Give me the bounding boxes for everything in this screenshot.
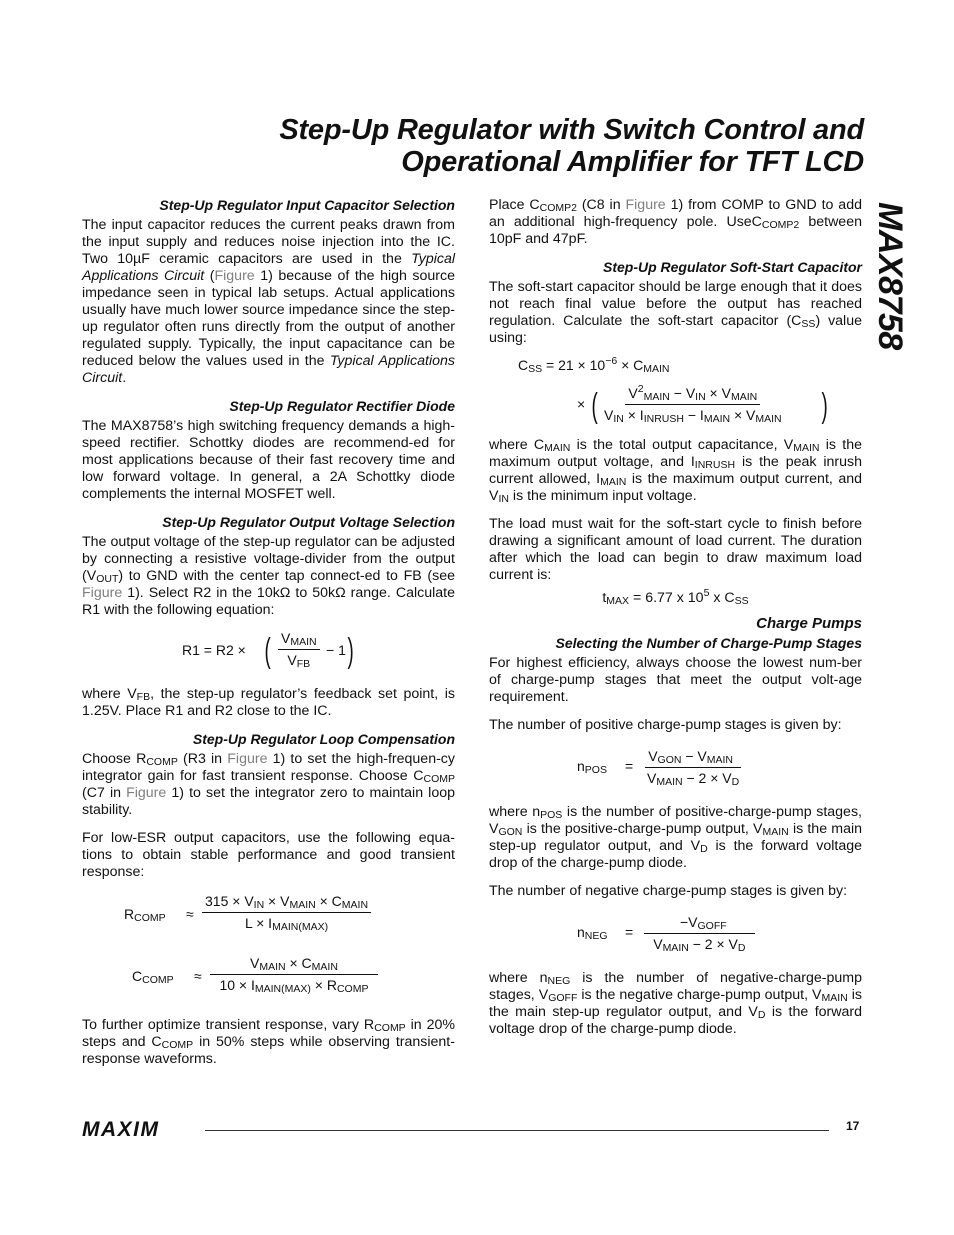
equation-css-line2 [489,383,862,429]
subscript: MAIN [600,476,627,488]
text-run: = 21 × 10 [542,357,606,373]
fraction-denominator [242,913,331,932]
title-line-2: Operational Amplifier for TFT LCD [401,146,864,178]
text-run: is the minimum input voltage. [508,488,697,504]
subscript: MAIN [643,363,670,375]
subscript: MAX [606,595,630,607]
text-run: × C [617,357,644,373]
subscript: MAIN [755,413,782,425]
positive-stages-intro: The number of positive charge-pump stages is given by: [489,717,842,733]
loop-compensation-text [82,751,455,819]
text-run: V [648,748,658,764]
equation-css-line1 [489,357,862,377]
text-run: is the positive-charge-pump output, V [522,821,763,837]
text-run: in 20% steps and C [82,1017,455,1050]
subscript: SS [801,318,816,330]
bracket-close: ) [821,387,828,425]
text-run: n [577,758,585,774]
fraction [644,914,755,953]
subscript: MAIN [793,442,820,454]
text-run: is the maximum output current, and V [489,471,862,504]
subscript: COMP [142,974,174,986]
text-run: 1) because of the high source impedance seen in typical lab setups. Actual applications usually have much lower source impedance since the step-up regulator often runs directly from the output of another regulated supply. Typically, the input capacitance can be reduced below the values used in the [82,268,455,369]
right-column [489,197,862,1049]
subscript: MAIN [341,899,369,911]
footer-rule [205,1130,829,1131]
fraction-denominator [601,405,785,424]
text-run: 1). Select R2 in the 10kΩ to 50kΩ range. Calculate R1 with the following equation: [82,585,455,618]
text-run: = 6.77 x 10 [629,590,704,606]
subscript: D [737,942,746,954]
title-line-1: Step-Up Regulator with Switch Control and [279,114,864,146]
transient-text [82,1017,455,1068]
equation-npos [489,748,862,792]
text-run: V [628,385,638,401]
text-run: × I [623,407,644,423]
text-run: ) to GND with the center tap connect-ed to FB (see [118,568,455,584]
equals-sign: = [625,924,634,940]
text-run: − V [669,385,696,401]
text-run: where V [82,686,137,702]
equation-r1 [82,630,455,674]
text-run: (C8 in [576,197,626,213]
subscript: COMP2 [761,219,800,231]
text-run: R [124,906,135,922]
subscript: INRUSH [643,413,684,425]
text-run: V [653,936,663,952]
text-run: C [518,357,529,373]
heading-output-voltage: Step-Up Regulator Output Voltage Selection [162,514,455,530]
fraction-numerator [210,955,378,975]
equation-lhs [132,968,174,985]
heading-charge-pumps: Charge Pumps [756,615,862,632]
text-run: is the peak inrush current allowed, I [489,454,862,487]
heading-soft-start: Step-Up Regulator Soft-Start Capacitor [602,259,862,275]
fraction-denominator [644,768,742,787]
text-run: n [577,924,585,940]
text-run: L × I [244,915,273,931]
subscript: MAIN [703,413,731,425]
feedback-text [82,686,455,720]
text-run: . [122,370,127,386]
equation-tmax [489,587,862,607]
text-run: × V [264,893,290,909]
text-run: × C [315,893,342,909]
text-run: x C [709,590,735,606]
text-run: The soft-start capacitor should be large enough that it does not reach final value before the output has reached regulation. Calculate the soft-start capacitor (C [489,279,862,329]
subscript: MAIN [730,391,758,403]
subscript: COMP [423,773,455,785]
text-run: is the forward voltage drop of the charge-pump diode. [489,838,862,871]
superscript: 2 [637,383,644,395]
text-run: 10 × I [219,977,255,993]
ccomp2-text [489,197,862,248]
text-run: where n [489,970,548,986]
subscript: MAIN [259,961,286,973]
fraction [278,630,320,669]
text-run: 1) to set the integrator zero to maintain loop stability. [82,785,455,818]
text-run: is the total output capacitance, V [570,437,794,453]
subscript: INRUSH [694,459,736,471]
fraction [202,893,371,932]
output-voltage-text [82,534,455,619]
text-run: 315 × V [205,893,254,909]
soft-start-text [489,279,862,347]
subscript: COMP [134,912,166,924]
subscript: MAIN [656,776,683,788]
load-wait-text: The load must wait for the soft-start cycle to finish before drawing a significant amount of load current. The duration after which the load can begin to draw maximum load current is: [489,516,862,583]
text-run: in 50% steps while observing transient-response waveforms. [82,1034,455,1067]
figure-ref[interactable]: Figure [214,268,255,284]
page-number: 17 [846,1119,860,1133]
bracket-close: ) [347,632,354,670]
subscript: MAIN [311,961,338,973]
bracket-open: ( [264,632,271,670]
text-run: Place C [489,197,540,213]
subscript: GON [657,754,682,766]
side-title: MAX8758 [871,202,909,350]
subscript: MAIN(MAX) [254,983,311,995]
low-esr-text: For low-ESR output capacitors, use the following equa-tions to obtain stable performance and good transient response: [82,830,455,880]
subscript: GOFF [697,920,727,932]
text-run: where C [489,437,545,453]
negative-stages-intro: The number of negative charge-pump stages is given by: [489,883,848,899]
text-run: (C7 in [82,785,127,801]
approx-sign: ≈ [194,968,202,984]
text-run: ) value using: [489,313,862,346]
text-run: −V [680,914,698,930]
text-run: − V [681,748,707,764]
charge-pump-intro-text: For highest efficiency, always choose the lowest num-ber of charge-pump stages that meet the output volt-age requirement. [489,655,862,705]
text-run: V [250,955,260,971]
subscript: OUT [96,573,119,585]
text-run: Choose R [82,751,147,767]
equation-lhs [124,906,166,923]
css-variables-text [489,437,862,505]
text-run: V [604,407,614,423]
text-run: is the negative charge-pump output, V [577,987,822,1003]
text-run: × V [730,407,756,423]
left-column [82,197,455,1079]
subscript: POS [584,764,607,776]
heading-input-capacitor: Step-Up Regulator Input Capacitor Selection [159,197,455,213]
nneg-variables-text [489,970,862,1038]
input-capacitor-text [82,217,455,387]
text-run: C [132,968,143,984]
fraction-denominator [650,934,748,953]
subscript: MAIN [544,442,571,454]
fraction-numerator [278,630,320,650]
text-run: To further optimize transient response, vary R [82,1017,375,1033]
subscript: MAIN [662,942,689,954]
text-run: (R3 in [177,751,228,767]
equals-sign: = [625,758,634,774]
subscript: GOFF [548,992,578,1004]
subscript: NEG [547,975,571,987]
subscript: IN [695,391,706,403]
text-run: is the main step-up regulator output, and V [489,987,863,1020]
subscript: COMP2 [539,202,577,214]
fraction [644,748,742,787]
subscript: NEG [584,930,608,942]
text-italic: Typical Applications Circuit [82,251,455,284]
text-run: × C [285,955,312,971]
subscript: GON [498,826,523,838]
subscript: SS [528,363,543,375]
figure-ref[interactable]: Figure [126,785,167,801]
text-run: is the number of negative-charge-pump stages, V [489,970,862,1003]
text-run: is the maximum output voltage, and I [489,437,862,470]
subscript: FB [136,691,151,703]
fraction-denominator [216,975,371,994]
text-run: between 10pF and 47pF. [489,214,862,247]
subscript: COMP [146,756,178,768]
subscript: D [700,843,708,855]
fraction-numerator [645,748,741,768]
subscript: IN [498,493,509,505]
figure-ref[interactable]: Figure [227,751,268,767]
maxim-logo-text: MAXIM [82,1118,160,1140]
equation-lhs [518,357,670,374]
text-run: is the main step-up regulator output, and V [489,821,863,854]
subscript: MAIN [762,826,789,838]
heading-rectifier-diode: Step-Up Regulator Rectifier Diode [229,398,455,414]
maxim-logo-mark [82,1118,194,1140]
text-run: ( [204,268,215,284]
figure-ref[interactable]: Figure [625,197,666,213]
equation-lhs [577,758,607,775]
figure-ref[interactable]: Figure [82,585,123,601]
subscript: MAIN [643,391,670,403]
subscript: POS [540,809,563,821]
text-run: 1) from COMP to GND to add an additional high-frequency pole. UseC [489,197,862,230]
subscript: MAIN [289,899,316,911]
heading-loop-compensation: Step-Up Regulator Loop Compensation [192,731,455,747]
text-italic: Typical Applications Circuit [82,353,455,386]
text-run: V [281,630,291,646]
superscript: 5 [703,587,710,599]
npos-variables-text [489,804,862,872]
text-run: is the forward voltage drop of the charge-pump diode. [489,1004,862,1037]
equation-rcomp [82,893,455,943]
text-run: × R [310,977,337,993]
subscript: MAIN [706,754,734,766]
text-run: × V [705,385,731,401]
subscript: MAIN [290,636,317,648]
maxim-logo [82,1118,194,1145]
times-sign: × [577,396,586,412]
subscript: IN [613,413,624,425]
subscript: COMP [336,983,369,995]
text-run: − 2 × V [688,936,738,952]
bracket-open: ( [591,387,598,425]
fraction-numerator [644,914,755,934]
text-run: V [287,652,297,668]
rectifier-text: The MAX8758’s high switching frequency demands a high-speed rectifier. Schottky diodes are recommend-ed for most applications because of their fast recovery time and low forward voltage. In general, a 2A Schottky diode complements the internal MOSFET well. [82,418,455,502]
subscript: D [757,1009,766,1021]
text-run: The output voltage of the step-up regulator can be adjusted by connecting a resistive voltage-divider from the output (V [82,534,455,584]
subscript: MAIN(MAX) [272,921,329,933]
equation-nneg [489,914,862,958]
text-run: V [647,770,657,786]
fraction-numerator [202,893,371,913]
fraction [601,385,785,424]
subscript: IN [253,899,265,911]
text-run: − I [683,407,704,423]
approx-sign: ≈ [186,906,194,922]
equation-term: − 1 [326,642,346,658]
heading-charge-pump-stages: Selecting the Number of Charge-Pump Stages [555,635,862,651]
fraction [210,955,378,994]
text-run: − 2 × V [682,770,732,786]
subscript: FB [296,658,311,670]
equation-lhs [577,924,608,941]
subscript: COMP [161,1039,194,1051]
fraction-numerator [625,385,760,405]
text-run: 1) to set the high-frequen-cy integrator gain for fast transient response. Choose C [82,751,455,784]
equation-ccomp [82,955,455,1005]
equation-lhs: R1 = R2 × [182,642,246,658]
subscript: MAIN [821,992,848,1004]
subscript: COMP [374,1022,406,1034]
text-run: The input capacitor reduces the current peaks drawn from the input supply and reduces noise injection into the IC. Two 10µF ceramic capacitors are used in the [82,217,455,267]
fraction-denominator [284,650,313,669]
subscript: D [731,776,740,788]
page-title [80,114,864,178]
text-run: t [602,590,607,606]
text-run: , the step-up regulator’s feedback set point, is 1.25V. Place R1 and R2 close to the IC. [82,686,455,719]
subscript: SS [734,595,749,607]
text-run: is the number of positive-charge-pump stages, V [489,804,862,837]
superscript: −6 [605,355,618,367]
text-run: where n [489,804,541,820]
